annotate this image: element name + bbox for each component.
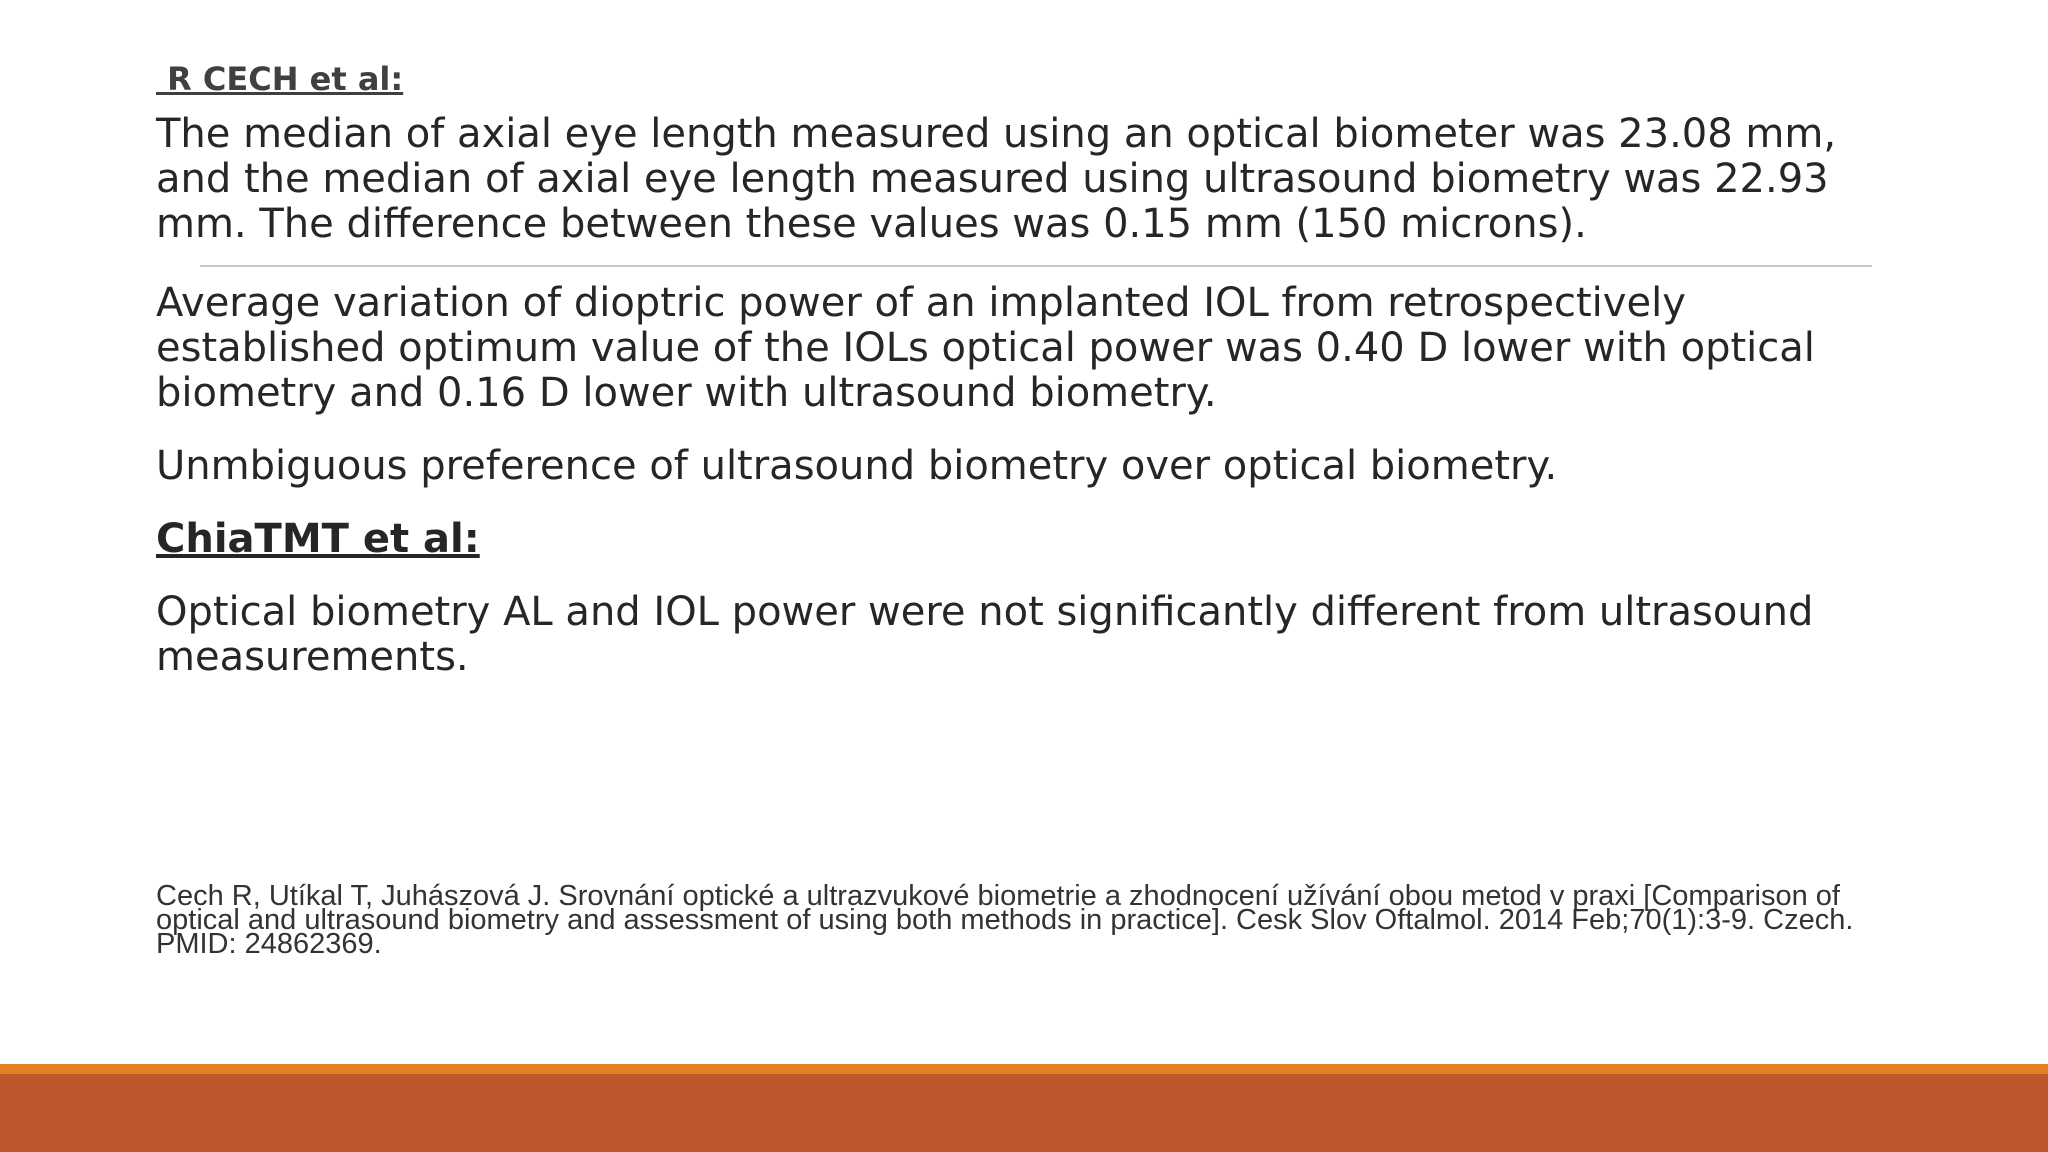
footer-bar [0,1074,2048,1152]
footer-accent-stripe [0,1064,2048,1074]
reference-citation: Cech R, Utíkal T, Juhászová J. Srovnání optické a ultrazvukové biometrie a zhodnocení užívání obou metod v praxi [Comparison of optical and ultrasound biometry and assessment of using both methods in practice]. Cesk Slov Oftalmol. 2014 Feb;70(1):3-9. Czech. PMID: 24862369. [156,880,1854,960]
slide-content [156,60,1916,680]
paragraph-chia-result: Optical biometry AL and IOL power were not significantly different from ultrasound measurements. [156,589,1814,681]
paragraph-axial-length: The median of axial eye length measured using an optical biometer was 23.08 mm, and the median of axial eye length measured using ultrasound biometry was 22.93 mm. The difference between these values was 0.15 mm (150 microns). [156,111,1837,248]
paragraph-iol-variation: Average variation of dioptric power of an implanted IOL from retrospectively established optimum value of the IOLs optical power was 0.40 D lower with optical biometry and 0.16 D lower with ultrasound biometry. [156,280,1815,417]
heading-cech: R CECH et al: [156,60,404,98]
heading-chia: ChiaTMT et al: [156,516,480,563]
divider-line [200,265,1872,267]
paragraph-preference: Unmbiguous preference of ultrasound biometry over optical biometry. [156,443,1558,490]
